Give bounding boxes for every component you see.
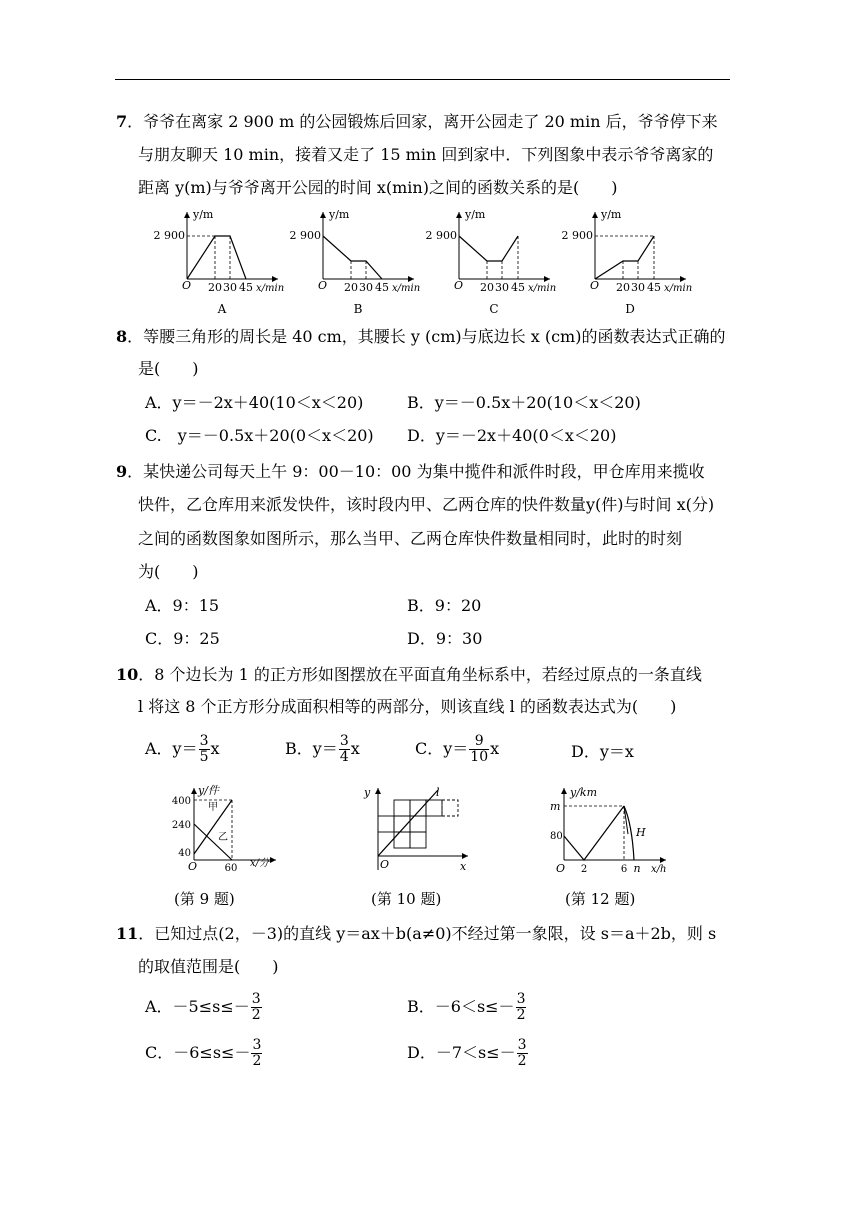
q9-option-b: B．9：20: [407, 596, 482, 615]
svg-text:A: A: [217, 302, 227, 316]
q10-line-2: l 将这 8 个正方形分成面积相等的两部分，则该直线 l 的函数表达式为( ): [138, 697, 677, 716]
q8-line-1: 8．等腰三角形的周长是 40 cm，其腰长 y (cm)与底边长 x (cm)的函数表达式正确的: [116, 327, 726, 346]
figure-9-caption: (第 9 题): [174, 890, 235, 908]
svg-text:20: 20: [616, 281, 630, 294]
q9-line-1: 9．某快递公司每天上午 9：00－10：00 为集中揽件和派件时段，甲仓库用来揽收: [116, 462, 705, 481]
q11-line-1: 11．已知过点(2，－3)的直线 y＝ax＋b(a≠0)不经过第一象限，设 s＝a＋2b，则 s: [116, 924, 717, 943]
svg-text:x: x: [460, 860, 467, 873]
q7-line-2: 与朋友聊天 10 min，接着又走了 15 min 回到家中．下列图象中表示爷爷离家的: [138, 145, 714, 164]
figure-10-caption: (第 10 题): [371, 890, 442, 908]
svg-text:45: 45: [647, 281, 661, 294]
svg-text:x/min: x/min: [528, 283, 557, 294]
svg-text:y/m: y/m: [601, 208, 622, 221]
svg-text:45: 45: [511, 281, 525, 294]
q11-option-c: C．－6≤s≤－ $\frac{3}{2}$: [145, 1037, 262, 1069]
q8-option-a: A．y＝－2x＋40(10＜x＜20): [145, 393, 364, 412]
q10-option-c: C．y＝ $\frac{9}{10}$ x: [415, 733, 500, 765]
svg-text:D: D: [625, 302, 635, 316]
svg-text:2 900: 2 900: [561, 229, 593, 242]
svg-text:2 900: 2 900: [153, 229, 185, 242]
svg-text:C: C: [489, 302, 499, 316]
svg-text:x/分: x/分: [250, 858, 270, 869]
q8-option-c: C. y＝－0.5x＋20(0＜x＜20): [145, 426, 374, 445]
svg-text:6: 6: [620, 864, 628, 875]
q10-option-b: B．y＝ $\frac{3}{4}$ x: [285, 733, 360, 765]
svg-text:x/h: x/h: [651, 864, 667, 875]
q9-option-a: A．9：15: [145, 596, 220, 615]
svg-text:30: 30: [223, 281, 237, 294]
svg-text:m: m: [550, 800, 561, 813]
q7-line-3: 距离 y(m)与爷爷离开公园的时间 x(min)之间的函数关系的是( ): [138, 178, 618, 197]
q7-graph-a: [153, 206, 286, 318]
svg-text:l: l: [436, 786, 440, 799]
q11-option-b: B．－6＜s≤－ $\frac{3}{2}$: [407, 991, 526, 1023]
q7-graph-c: [425, 206, 558, 318]
svg-text:y/m: y/m: [465, 208, 486, 221]
figure-12-caption: (第 12 题): [565, 890, 636, 908]
header-rule: [115, 79, 730, 80]
figure-12: [548, 784, 678, 880]
svg-text:O: O: [318, 279, 328, 292]
q8-option-d: D．y＝－2x＋40(0＜x＜20): [407, 426, 617, 445]
svg-text:H: H: [636, 826, 646, 839]
svg-text:30: 30: [631, 281, 645, 294]
figure-9: [168, 784, 288, 880]
svg-text:2 900: 2 900: [289, 229, 321, 242]
svg-text:乙: 乙: [218, 832, 228, 843]
svg-text:y/m: y/m: [329, 208, 350, 221]
svg-text:60: 60: [224, 863, 238, 874]
q11-option-a: A．－5≤s≤－ $\frac{3}{2}$: [145, 991, 261, 1023]
q9-line-4: 为( ): [138, 562, 199, 581]
svg-text:40: 40: [178, 848, 191, 859]
svg-text:x/min: x/min: [392, 283, 421, 294]
svg-text:y: y: [364, 786, 371, 799]
svg-text:20: 20: [208, 281, 222, 294]
q7-graph-b: [289, 206, 422, 318]
q9-line-2: 快件，乙仓库用来派发快件，该时段内甲、乙两仓库的快件数量y(件)与时间 x(分): [138, 495, 715, 514]
q10-option-a: A．y＝ $\frac{3}{5}$ x: [145, 733, 220, 765]
svg-text:45: 45: [239, 281, 253, 294]
q10-option-d: D．y＝x: [571, 742, 634, 761]
svg-text:O: O: [556, 862, 566, 875]
svg-text:n: n: [633, 862, 641, 875]
svg-text:y/件: y/件: [198, 784, 219, 797]
q9-line-3: 之间的函数图象如图所示，那么当甲、乙两仓库快件数量相同时，此时的时刻: [138, 529, 683, 548]
svg-text:y/km: y/km: [570, 786, 598, 799]
q8-option-b: B．y＝－0.5x＋20(10＜x＜20): [407, 393, 641, 412]
svg-text:O: O: [380, 858, 390, 871]
q11-option-d: D．－7＜s≤－ $\frac{3}{2}$: [407, 1037, 527, 1069]
svg-text:O: O: [188, 860, 198, 873]
svg-text:x/min: x/min: [256, 283, 285, 294]
q7-line-1: 7．爷爷在离家 2 900 m 的公园锻炼后回家，离开公园走了 20 min 后，爷爷停下来: [116, 112, 718, 131]
svg-text:30: 30: [359, 281, 373, 294]
svg-text:O: O: [454, 279, 464, 292]
svg-text:80: 80: [550, 831, 563, 842]
svg-text:400: 400: [171, 796, 191, 807]
svg-text:30: 30: [495, 281, 509, 294]
q7-graph-d: [561, 206, 694, 318]
q11-line-2: 的取值范围是( ): [138, 957, 279, 976]
figure-10: [356, 784, 476, 880]
svg-text:2: 2: [580, 864, 588, 875]
svg-text:240: 240: [171, 820, 191, 831]
svg-text:x/min: x/min: [664, 283, 693, 294]
q8-line-2: 是( ): [138, 359, 199, 378]
svg-text:45: 45: [375, 281, 389, 294]
svg-text:20: 20: [480, 281, 494, 294]
q10-line-1: 10．8 个边长为 1 的正方形如图摆放在平面直角坐标系中，若经过原点的一条直线: [116, 665, 702, 684]
q7a-ylabel: y/m: [193, 208, 214, 221]
svg-text:2 900: 2 900: [425, 229, 457, 242]
q9-option-c: C．9：25: [145, 629, 220, 648]
svg-text:O: O: [590, 279, 600, 292]
svg-text:20: 20: [344, 281, 358, 294]
svg-text:B: B: [353, 302, 363, 316]
q7-number: 7: [116, 112, 128, 131]
q9-option-d: D．9：30: [407, 629, 483, 648]
svg-text:甲: 甲: [208, 802, 218, 813]
svg-text:O: O: [182, 279, 192, 292]
